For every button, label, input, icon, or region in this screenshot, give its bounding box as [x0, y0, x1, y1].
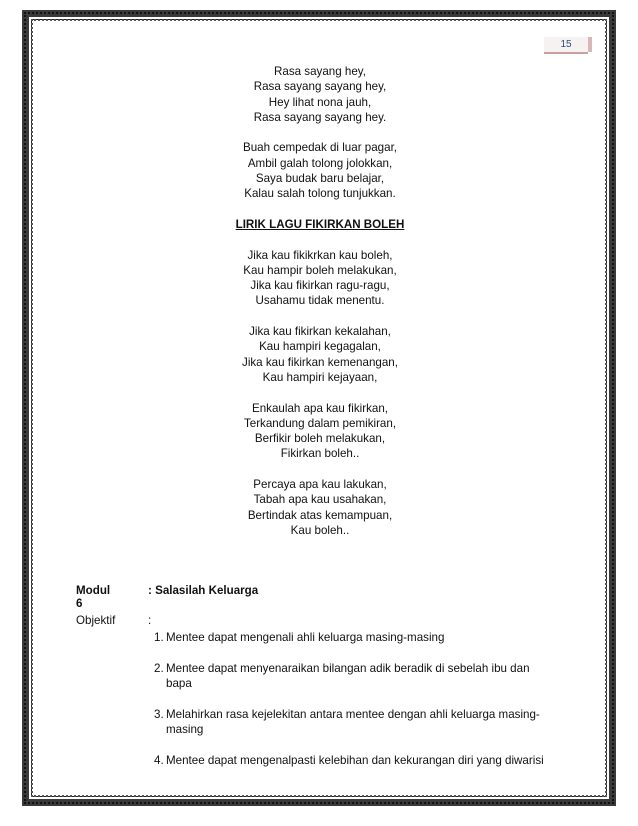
lyric-line: Jika kau fikirkan kekalahan, [249, 325, 391, 339]
lyric-line: Saya budak baru belajar, [255, 172, 385, 186]
item-text: Mentee dapat mengenali ahli keluarga masing-masing [166, 631, 445, 644]
lyric-line: Kalau salah tolong tunjukkan. [244, 187, 396, 201]
lyric-line: Jika kau fikirkan ragu-ragu, [250, 279, 390, 293]
modul-label: Modul 6 [76, 584, 111, 610]
lyric-line: Rasa sayang sayang hey, [253, 80, 387, 94]
item-number: 1. [154, 631, 164, 644]
lyric-line: Kau hampir boleh melakukan, [243, 263, 397, 277]
objective-list [154, 630, 574, 783]
item-number: 4. [154, 753, 164, 767]
objektif-label: Objektif [76, 614, 116, 627]
list-item [154, 707, 574, 738]
lyric-line: Terkandung dalam pemikiran, [243, 416, 397, 430]
lyric-line: Jika kau fikirkan kemenangan, [242, 355, 398, 369]
modul-title: : Salasilah Keluarga [148, 584, 259, 597]
item-text-continued: masing [166, 723, 204, 736]
lyric-line: Rasa sayang hey, [274, 65, 366, 78]
item-text: Melahirkan rasa kejelekitan antara mentee dengan ahli keluarga masing- [166, 707, 540, 721]
item-number: 2. [154, 661, 164, 675]
lyric-line: Ambil galah tolong jolokkan, [247, 156, 393, 170]
lyric-line: Bertindak atas kemampuan, [247, 508, 393, 522]
item-text-continued: bapa [166, 677, 192, 690]
lyric-line: Hey lihat nona jauh, [268, 95, 372, 109]
lyric-line: Enkaulah apa kau fikirkan, [252, 401, 388, 415]
lyric-line: Kau hampiri kejayaan, [262, 370, 378, 384]
list-item [154, 661, 574, 692]
page-number: 15 [544, 37, 588, 54]
lyric-line: Fikirkan boleh.. [280, 447, 360, 461]
lyric-line: Usahamu tidak menentu. [255, 294, 385, 308]
list-item [154, 753, 574, 769]
lyric-line: Kau boleh.. [290, 523, 350, 537]
lyric-line: Berfikir boleh melakukan, [254, 432, 386, 446]
song-lyrics [150, 64, 490, 538]
lyric-line: Percaya apa kau lakukan, [253, 478, 387, 492]
lyric-line: Kau hampiri kegagalan, [259, 340, 381, 354]
lyric-line: Jika kau fikikrkan kau boleh, [247, 248, 393, 262]
item-text: Mentee dapat mengenalpasti kelebihan dan kekurangan diri yang diwarisi [166, 753, 544, 767]
list-item [154, 630, 574, 646]
objektif-colon: : [148, 614, 152, 627]
lyric-line: Rasa sayang sayang hey. [253, 110, 387, 124]
item-number: 3. [154, 707, 164, 721]
song-title: LIRIK LAGU FIKIRKAN BOLEH [235, 217, 405, 231]
item-text: Mentee dapat menyenaraikan bilangan adik beradik di sebelah ibu dan [166, 661, 530, 675]
lyric-line: Buah cempedak di luar pagar, [242, 141, 398, 155]
lyric-line: Tabah apa kau usahakan, [253, 493, 387, 507]
